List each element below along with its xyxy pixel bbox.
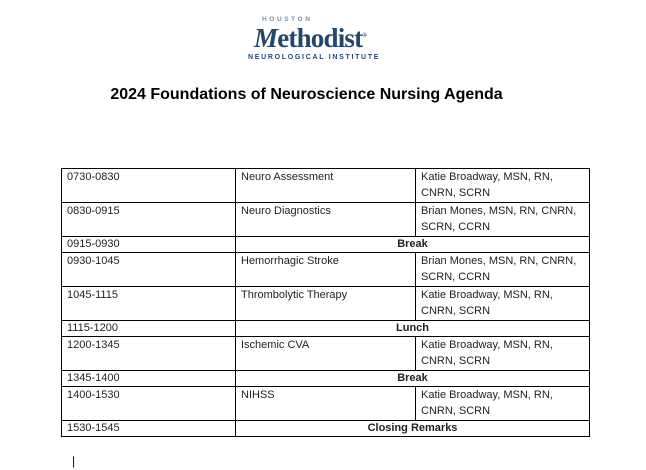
- topic-cell: NIHSS: [236, 387, 416, 421]
- break-label-cell: Break: [236, 237, 590, 253]
- logo-houston-text: HOUSTON: [262, 16, 313, 23]
- agenda-table-body: [62, 169, 590, 437]
- break-label-cell: Lunch: [236, 321, 590, 337]
- time-cell: 1345-1400: [62, 371, 236, 387]
- agenda-session-row: [62, 203, 590, 237]
- presenter-cell: Brian Mones, MSN, RN, CNRN, SCRN, CCRN: [416, 253, 590, 287]
- time-cell: 1115-1200: [62, 321, 236, 337]
- agenda-session-row: [62, 337, 590, 371]
- topic-cell: Neuro Diagnostics: [236, 203, 416, 237]
- page-title: 2024 Foundations of Neuroscience Nursing Agenda: [110, 86, 503, 103]
- time-cell: 1530-1545: [62, 421, 236, 437]
- presenter-cell: Katie Broadway, MSN, RN, CNRN, SCRN: [416, 287, 590, 321]
- time-cell: 1400-1530: [62, 387, 236, 421]
- agenda-break-row: [62, 237, 590, 253]
- agenda-session-row: [62, 253, 590, 287]
- agenda-break-row: [62, 421, 590, 437]
- topic-cell: Ischemic CVA: [236, 337, 416, 371]
- text-cursor: |: [72, 454, 76, 468]
- break-label-cell: Break: [236, 371, 590, 387]
- logo-institute-text: NEUROLOGICAL INSTITUTE: [248, 53, 381, 61]
- presenter-cell: Katie Broadway, MSN, RN, CNRN, SCRN: [416, 387, 590, 421]
- time-cell: 1045-1115: [62, 287, 236, 321]
- presenter-cell: Katie Broadway, MSN, RN, CNRN, SCRN: [416, 169, 590, 203]
- topic-cell: Thrombolytic Therapy: [236, 287, 416, 321]
- agenda-session-row: [62, 387, 590, 421]
- time-cell: 0730-0830: [62, 169, 236, 203]
- break-label-cell: Closing Remarks: [236, 421, 590, 437]
- agenda-session-row: [62, 287, 590, 321]
- agenda-break-row: [62, 371, 590, 387]
- trademark-icon: ®: [362, 32, 366, 39]
- logo-methodist-rest: ethodist: [277, 22, 363, 53]
- topic-cell: Hemorrhagic Stroke: [236, 253, 416, 287]
- topic-cell: Neuro Assessment: [236, 169, 416, 203]
- houston-methodist-logo: [248, 16, 381, 61]
- time-cell: 0930-1045: [62, 253, 236, 287]
- agenda-table: [61, 168, 590, 437]
- logo-methodist-initial: M: [253, 22, 278, 53]
- time-cell: 0830-0915: [62, 203, 236, 237]
- presenter-cell: Katie Broadway, MSN, RN, CNRN, SCRN: [416, 337, 590, 371]
- time-cell: 1200-1345: [62, 337, 236, 371]
- presenter-cell: Brian Mones, MSN, RN, CNRN, SCRN, CCRN: [416, 203, 590, 237]
- agenda-break-row: [62, 321, 590, 337]
- logo-methodist-text: [248, 22, 372, 53]
- time-cell: 0915-0930: [62, 237, 236, 253]
- agenda-session-row: [62, 169, 590, 203]
